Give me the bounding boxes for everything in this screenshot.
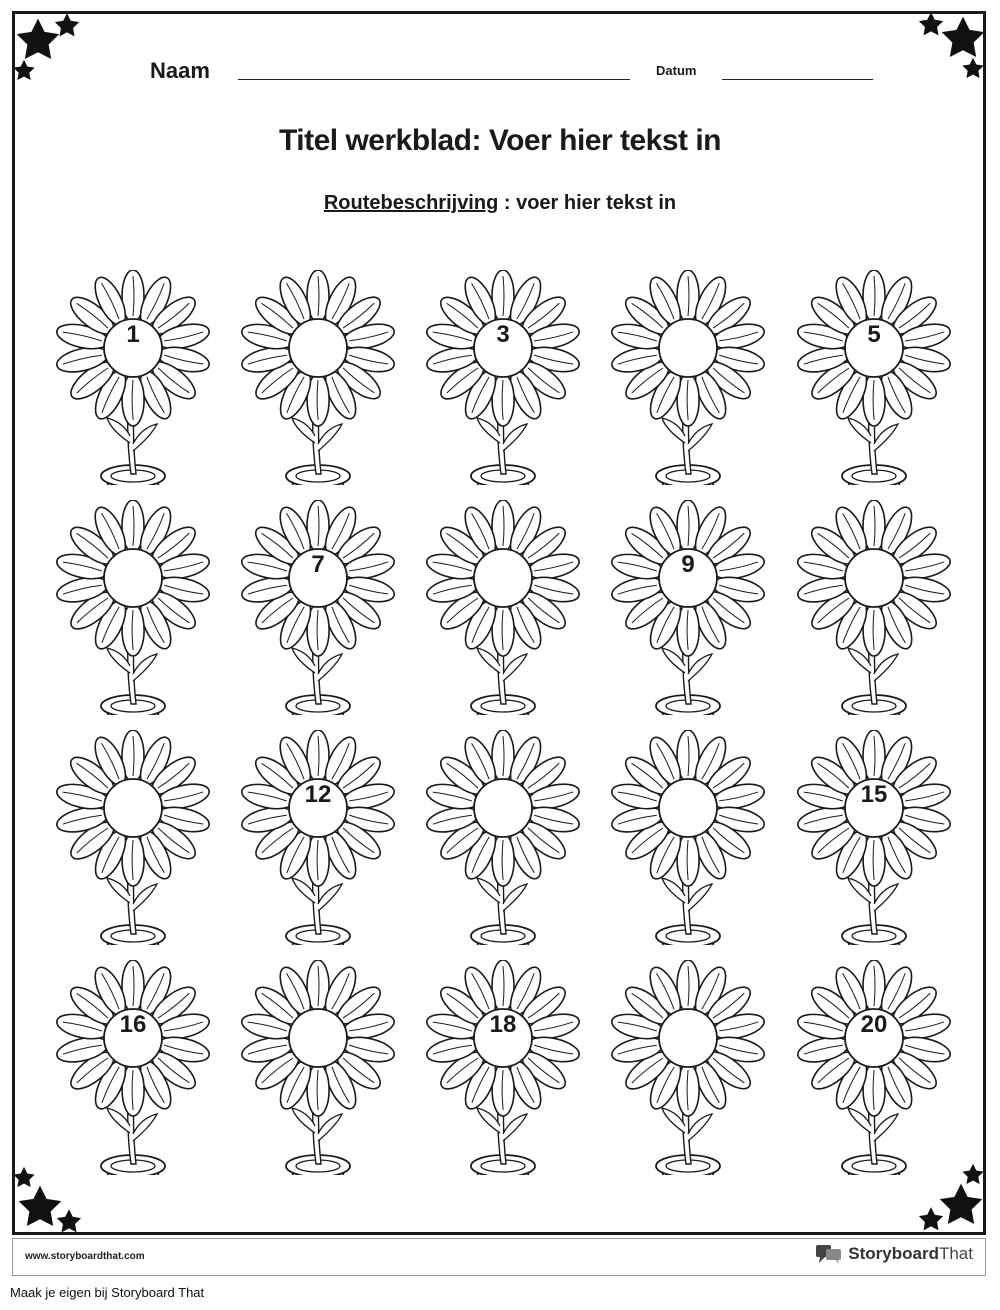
flower-pot-icon: [794, 500, 954, 715]
flower-number[interactable]: 5: [867, 321, 881, 348]
directions-separator: :: [498, 192, 517, 214]
flower-pot-icon: [794, 960, 954, 1175]
directions-text: voer hier tekst in: [516, 192, 677, 214]
worksheet-title: Titel werkblad: Voer hier tekst in: [278, 124, 722, 157]
flower-pot-icon: [608, 500, 768, 715]
flower-pot-13: [423, 730, 583, 945]
flower-pot-16: [53, 960, 213, 1175]
flower-pot-17: [238, 960, 398, 1175]
flower-pot-19: [608, 960, 768, 1175]
flower-number[interactable]: 16: [119, 1011, 147, 1038]
directions-label: Routebeschrijving: [323, 192, 499, 214]
flower-number[interactable]: 7: [311, 551, 325, 578]
flower-pot-1: [53, 270, 213, 485]
flower-pot-7: [238, 500, 398, 715]
flower-number[interactable]: 3: [496, 321, 510, 348]
flower-pot-icon: [53, 960, 213, 1175]
flower-pot-icon: [423, 730, 583, 945]
brand-name: StoryboardThat: [848, 1244, 973, 1263]
name-label: Naam: [150, 58, 210, 83]
star-cluster-icon: [12, 11, 87, 86]
flower-pot-icon: [423, 960, 583, 1175]
flower-pot-icon: [608, 960, 768, 1175]
flower-pot-10: [794, 500, 954, 715]
flower-number[interactable]: 12: [304, 781, 332, 808]
flower-number[interactable]: 1: [126, 321, 140, 348]
flower-pot-icon: [238, 960, 398, 1175]
footer-bar: [12, 1238, 986, 1276]
footer-caption[interactable]: Maak je eigen bij Storyboard That: [10, 1285, 205, 1300]
flower-pot-12: [238, 730, 398, 945]
flower-pot-4: [608, 270, 768, 485]
brand-logo[interactable]: [814, 1243, 973, 1265]
flower-pot-15: [794, 730, 954, 945]
flower-pot-icon: [238, 270, 398, 485]
flower-number[interactable]: 15: [860, 781, 888, 808]
name-field[interactable]: [238, 79, 630, 80]
flower-pot-8: [423, 500, 583, 715]
directions: [0, 192, 1000, 215]
flower-pot-icon: [423, 500, 583, 715]
flower-pot-icon: [53, 500, 213, 715]
flower-pot-icon: [608, 270, 768, 485]
flower-pot-3: [423, 270, 583, 485]
storyboard-speech-bubble-icon: [814, 1243, 844, 1265]
flower-pot-icon: [794, 270, 954, 485]
flower-pot-20: [794, 960, 954, 1175]
date-field[interactable]: [722, 79, 873, 80]
flower-number[interactable]: 9: [681, 551, 695, 578]
flower-pot-18: [423, 960, 583, 1175]
flower-pot-14: [608, 730, 768, 945]
flower-pot-icon: [794, 730, 954, 945]
flower-pot-icon: [238, 730, 398, 945]
flower-pot-icon: [238, 500, 398, 715]
date-label: Datum: [656, 63, 697, 78]
footer-url[interactable]: www.storyboardthat.com: [25, 1251, 145, 1262]
flower-number[interactable]: 18: [489, 1011, 517, 1038]
flower-pot-6: [53, 500, 213, 715]
flower-pot-icon: [53, 270, 213, 485]
flower-number[interactable]: 20: [860, 1011, 888, 1038]
flower-pot-11: [53, 730, 213, 945]
flower-pot-icon: [53, 730, 213, 945]
flower-pot-5: [794, 270, 954, 485]
flower-pot-9: [608, 500, 768, 715]
flower-pot-2: [238, 270, 398, 485]
flower-pot-icon: [423, 270, 583, 485]
star-cluster-icon: [913, 11, 988, 86]
flower-pot-icon: [608, 730, 768, 945]
